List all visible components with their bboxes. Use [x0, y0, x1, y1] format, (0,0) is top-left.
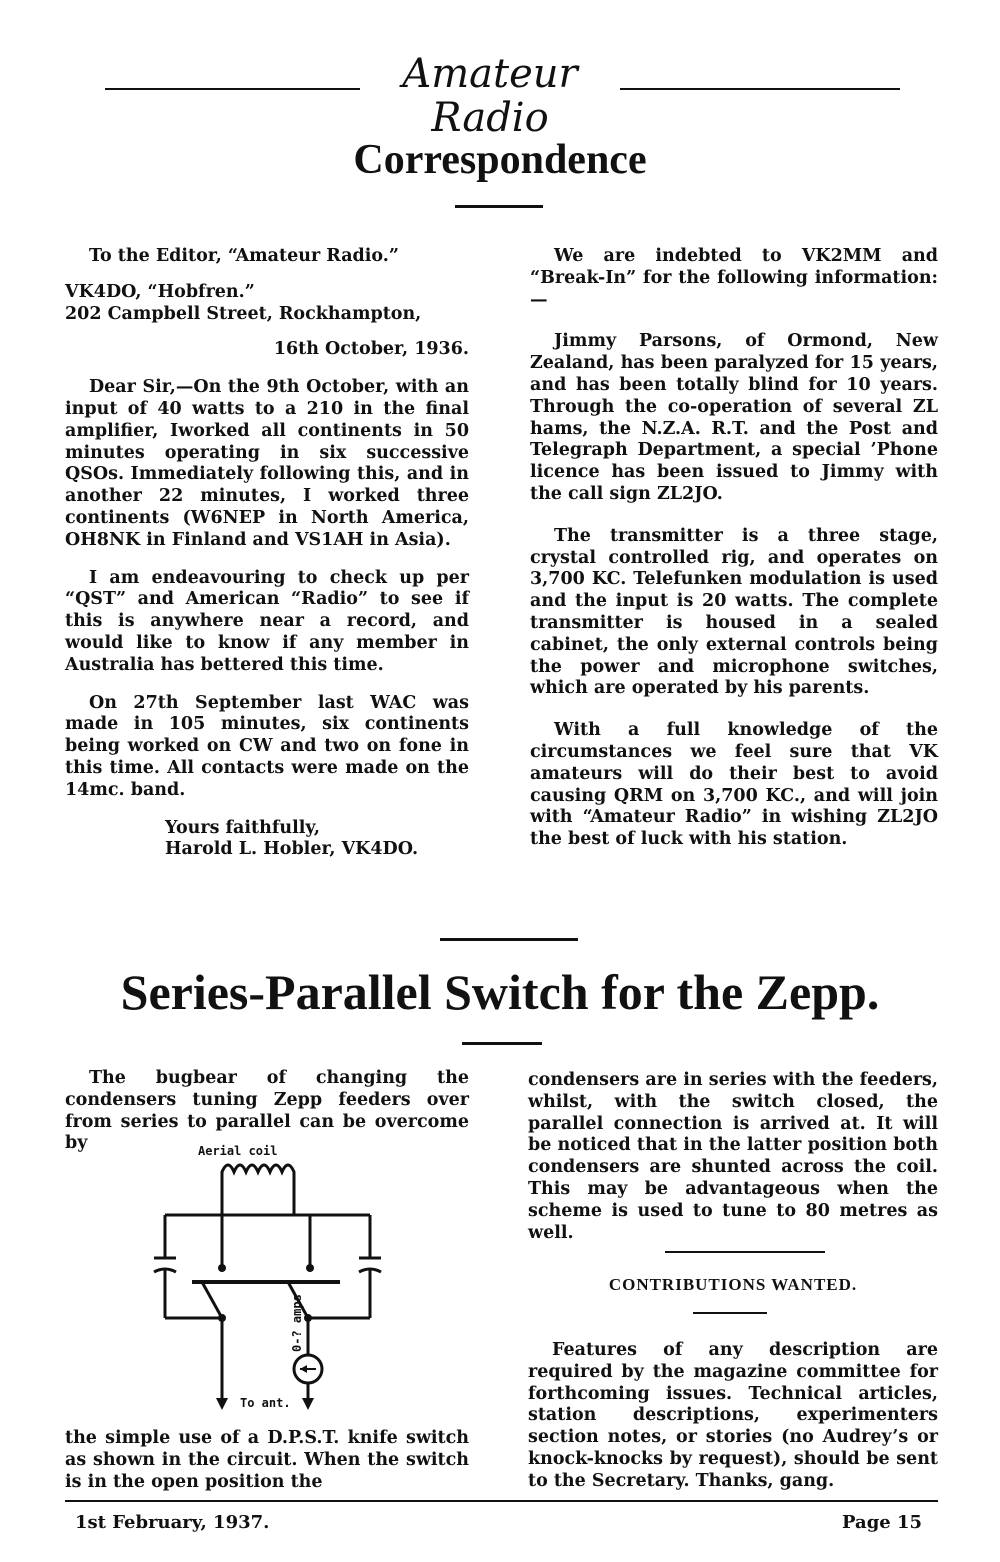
contributions-divider: [665, 1251, 825, 1253]
page-number: Page 15: [842, 1512, 923, 1533]
letter-closing: Yours faithfully,: [165, 817, 320, 838]
news-column: [530, 246, 938, 867]
coil-label: Aerial coil: [198, 1144, 278, 1158]
letter-paragraph: On 27th September last WAC was made in 105 minutes, six continents being worked on CW and two on fone in this time. All contacts were made on the 14mc. band.: [65, 692, 469, 800]
footer-date: 1st February, 1937.: [75, 1512, 270, 1533]
zepp-heading-rule: [462, 1042, 542, 1045]
contributions-text: [528, 1340, 938, 1509]
masthead-rule-left: [105, 88, 360, 90]
zepp-paragraph: the simple use of a D.P.S.T. knife switch as shown in the circuit. When the switch is in the open position the: [65, 1428, 469, 1492]
contributions-heading: CONTRIBUTIONS WANTED.: [608, 1275, 858, 1294]
letter-column: [65, 246, 469, 877]
zepp-heading: Series-Parallel Switch for the Zepp.: [120, 964, 880, 1020]
meter-label: 0-? amps: [290, 1294, 304, 1352]
circuit-diagram: [140, 1140, 400, 1430]
news-paragraph: The transmitter is a three stage, crystal controlled rig, and operates on 3,700 KC. Telefunken modulation is used and the input is 20 watts. The complete transmitter is housed in a sealed cabinet, the only external controls being the power and microphone switches, which are operated by his parents.: [530, 525, 938, 699]
aerial-coil-symbol: [222, 1165, 294, 1185]
zepp-right-text: [528, 1070, 938, 1260]
letter-signature: Harold L. Hobler, VK4DO.: [165, 839, 419, 860]
contributions-paragraph: Features of any description are required by the magazine committee for forthcoming issues. Technical articles, station descriptions, experimenters section notes, or stories (no Audrey’s or knock-knocks by request), should be sent to the Secretary. Thanks, gang.: [528, 1340, 938, 1491]
correspondence-heading: Correspondence: [353, 137, 647, 183]
zepp-paragraph: The bugbear of changing the condensers tuning Zepp feeders over from series to parallel can be overcome by: [65, 1068, 469, 1154]
antenna-label: To ant.: [240, 1396, 291, 1410]
masthead-title: Amateur Radio: [402, 51, 578, 141]
news-paragraph: Jimmy Parsons, of Ormond, New Zealand, has been paralyzed for 15 years, and has been totally blind for 10 years. Through the co-operation of several ZL hams, the N.Z.A. R.T. and the Post and Telegraph Department, a special ’Phone licence has been issued to Jimmy with the call sign ZL2JO.: [530, 331, 938, 504]
letter-date: 16th October, 1936.: [273, 339, 469, 360]
letter-paragraph: I am endeavouring to check up per “QST” and American “Radio” to see if this is anywhere near a record, and would like to know if any member in Australia has bettered this time.: [65, 567, 469, 675]
section-divider: [440, 938, 578, 941]
letter-address: 202 Campbell Street, Rockhampton,: [65, 303, 422, 324]
masthead-rule-right: [620, 88, 900, 90]
correspondence-heading-rule: [455, 205, 543, 208]
contributions-heading-rule: [693, 1312, 767, 1314]
right-condenser-symbol: [359, 1258, 381, 1318]
footer-rule: [65, 1500, 938, 1502]
zepp-left-text-continued: [65, 1428, 469, 1509]
zepp-paragraph: condensers are in series with the feeders, whilst, with the switch closed, the parallel connection is arrived at. It will be noticed that in the latter position both condensers are shunted across the coil. This may be advantageous when the scheme is used to tune to 80 metres as well.: [528, 1070, 938, 1243]
letter-sender: VK4DO, “Hobfren.”: [65, 281, 255, 302]
letter-paragraph: Dear Sir,—On the 9th October, with an input of 40 watts to a 210 in the final amplifier, Iworked all continents in 50 minutes operating in six successive QSOs. Immediately following this, and in another 22 minutes, I worked three continents (W6NEP in North America, OH8NK in Finland and VS1AH in Asia).: [65, 377, 469, 550]
left-condenser-symbol: [154, 1258, 176, 1318]
news-paragraph: With a full knowledge of the circumstances we feel sure that VK amateurs will do their best to avoid causing QRM on 3,700 KC., and will join with “Amateur Radio” in wishing ZL2JO the best of luck with his station.: [530, 720, 938, 850]
news-paragraph: We are indebted to VK2MM and “Break-In” for the following information:—: [530, 246, 938, 310]
letter-salutation: To the Editor, “Amateur Radio.”: [89, 246, 399, 266]
